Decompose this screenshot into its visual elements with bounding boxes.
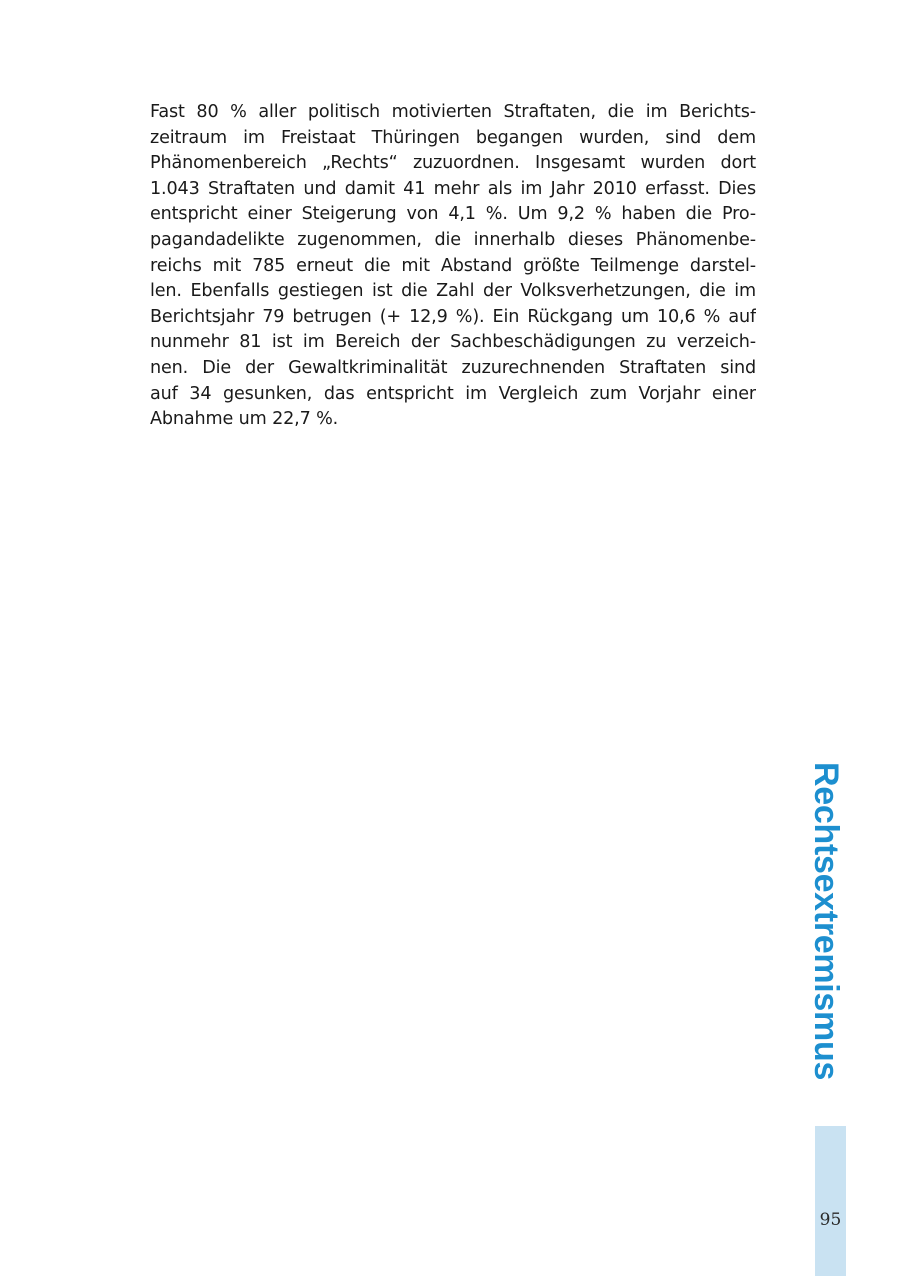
paragraph-line: Abnahme um 22,7 %. — [150, 409, 339, 430]
paragraph-line: nen. Die der Gewaltkriminalität zuzurechnenden Straftaten sind — [150, 357, 756, 378]
paragraph-line: pagandadelikte zugenommen, die innerhalb dieses Phänomenbe- — [150, 229, 756, 250]
page-number: 95 — [819, 1210, 842, 1230]
paragraph-line: Fast 80 % aller politisch motivierten Straftaten, die im Berichts- — [150, 102, 756, 122]
chapter-side-title: Rechtsextremismus — [807, 762, 845, 1081]
paragraph-line: auf 34 gesunken, das entspricht im Vergleich zum Vorjahr einer — [150, 383, 756, 404]
chapter-side-title-container — [806, 762, 846, 1092]
paragraph-line: Berichtsjahr 79 betrugen (+ 12,9 %). Ein Rückgang um 10,6 % auf — [150, 306, 756, 327]
paragraph-line: nunmehr 81 ist im Bereich der Sachbeschädigungen zu verzeich- — [150, 332, 756, 353]
body-paragraph — [150, 100, 756, 433]
page-number-tab — [815, 1126, 846, 1276]
paragraph-line: 1.043 Straftaten und damit 41 mehr als im Jahr 2010 erfasst. Dies — [150, 178, 756, 199]
paragraph-line: Phänomenbereich „Rechts“ zuzuordnen. Insgesamt wurden dort — [150, 153, 756, 174]
paragraph-line: reichs mit 785 erneut die mit Abstand größte Teilmenge darstel- — [150, 255, 756, 276]
paragraph-line: len. Ebenfalls gestiegen ist die Zahl der Volksverhetzungen, die im — [150, 281, 756, 302]
paragraph-line: zeitraum im Freistaat Thüringen begangen wurden, sind dem — [150, 127, 756, 148]
paragraph-line: entspricht einer Steigerung von 4,1 %. Um 9,2 % haben die Pro- — [150, 204, 756, 225]
